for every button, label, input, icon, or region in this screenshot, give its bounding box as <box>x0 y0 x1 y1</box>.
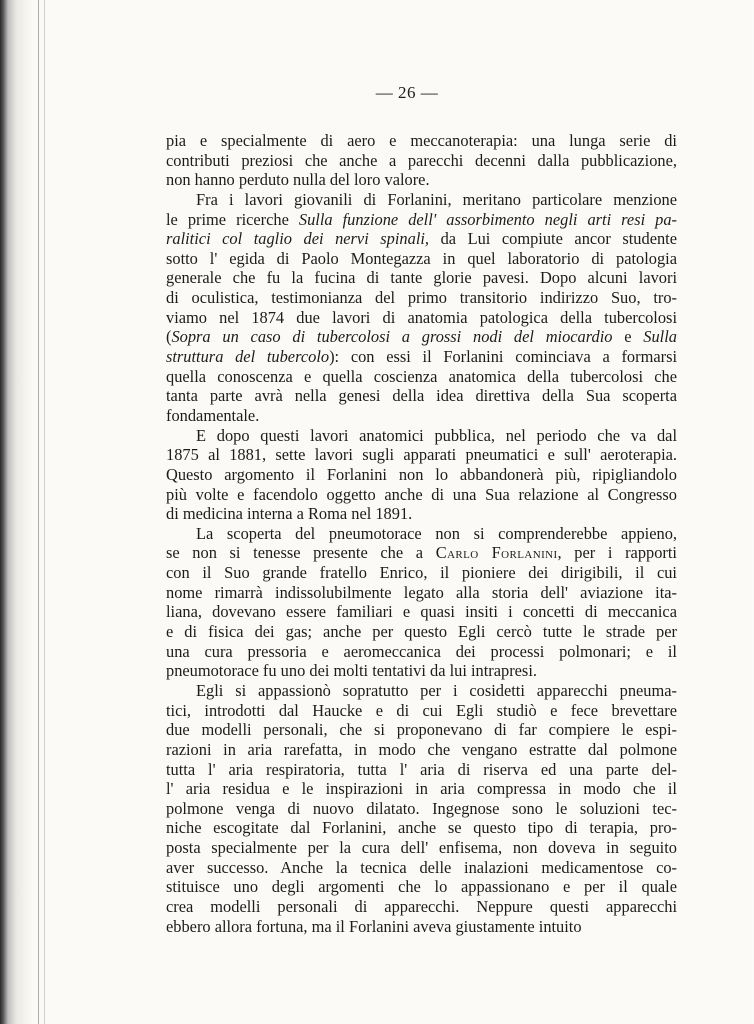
italic-title: Sopra un caso di tubercolosi a grossi nodi del miocardio <box>171 327 613 347</box>
text-line <box>166 445 677 465</box>
text-run: non hanno perduto nulla del loro valore. <box>166 170 430 190</box>
text-line <box>166 131 677 151</box>
text-run: Questo argomento il Forlanini non lo abbandonerà più, ripigliandolo <box>166 464 677 484</box>
text-run: pia e specialmente di aero e meccanoterapia: una lunga serie di <box>166 131 677 150</box>
text-line <box>166 543 677 563</box>
text-run: una cura pressoria e aeromeccanica dei processi polmonari; e il <box>166 641 677 661</box>
text-line <box>166 858 677 878</box>
text-run: , per i rapporti <box>557 543 677 563</box>
text-line <box>166 799 677 819</box>
text-run: contributi preziosi che anche a parecchi decenni dalla pubblicazione, <box>166 150 677 170</box>
text-line <box>166 465 677 485</box>
text-line <box>166 485 677 505</box>
text-run: razioni in aria rarefatta, in modo che vengano estratte dal polmone <box>166 739 677 759</box>
text-run: due modelli personali, che si proponevano di far compiere le espi- <box>166 720 677 740</box>
text-run: La scoperta del pneumotorace non si comprenderebbe appieno, <box>196 523 677 543</box>
text-line <box>166 838 677 858</box>
gutter-rule <box>44 0 45 1024</box>
text-line <box>166 622 677 642</box>
text-line <box>166 877 677 897</box>
text-line <box>166 426 677 446</box>
text-run: crea modelli personali di apparecchi. Neppure questi apparecchi <box>166 896 677 916</box>
binding-gutter <box>0 0 34 1024</box>
text-line <box>166 818 677 838</box>
text-run: stituisce uno degli argomenti che lo appassionano e per il quale <box>166 877 677 897</box>
text-line <box>166 917 677 937</box>
text-run: tici, introdotti dal Haucke e di cui Egli studiò e fece brevettare <box>166 700 677 720</box>
text-line <box>166 602 677 622</box>
text-run: fondamentale. <box>166 405 260 425</box>
text-line <box>166 347 677 367</box>
text-run: tanta parte avrà nella genesi della idea direttiva della Sua scoperta <box>166 386 677 406</box>
text-line <box>166 229 677 249</box>
text-line <box>166 190 677 210</box>
text-run: quella conoscenza e quella coscienza anatomica della tubercolosi che <box>166 366 677 386</box>
text-run: di oculistica, testimonianza del primo transitorio indirizzo Suo, tro- <box>166 288 677 308</box>
text-line <box>166 563 677 583</box>
text-run: polmone venga di nuovo dilatato. Ingegnose sono le soluzioni tec- <box>166 798 677 818</box>
text-run: sotto l' egida di Paolo Montegazza in quel laboratorio di patologia <box>166 248 677 268</box>
text-line <box>166 779 677 799</box>
text-run: aver successo. Anche la tecnica delle inalazioni medicamentose co- <box>166 857 677 877</box>
text-run: viamo nel 1874 due lavori di anatomia patologica della tubercolosi <box>166 307 677 327</box>
text-run: le prime ricerche <box>166 209 299 229</box>
body-text <box>166 131 677 936</box>
gutter-rule <box>38 0 39 1024</box>
text-run: E dopo questi lavori anatomici pubblica, nel periodo che va dal <box>196 425 677 445</box>
text-run: se non si tenesse presente che a <box>166 543 436 563</box>
italic-title: Sulla funzione dell' assorbimento negli arti resi pa- <box>298 209 677 229</box>
text-line <box>166 760 677 780</box>
text-run: 1875 al 1881, sette lavori sugli apparati pneumatici e sull' aeroterapia. <box>166 445 677 465</box>
text-line <box>166 720 677 740</box>
text-run: l' aria residua e le inspirazioni in aria compressa in modo che il <box>166 779 677 799</box>
italic-title: struttura del tubercolo <box>166 347 330 367</box>
text-line <box>166 504 677 524</box>
text-run: niche escogitate dal Forlanini, anche se questo tipo di terapia, pro- <box>166 818 677 838</box>
text-run: ( <box>166 327 172 347</box>
text-line <box>166 288 677 308</box>
text-line <box>166 268 677 288</box>
text-line <box>166 367 677 387</box>
small-caps-name: Carlo Forlanini <box>435 543 558 563</box>
text-run: da Lui compiute ancor studente <box>429 229 677 249</box>
text-run: liana, dovevano essere familiari e quasi insiti i concetti di meccanica <box>166 602 677 622</box>
text-run: Egli si appassionò sopratutto per i cosidetti apparecchi pneuma- <box>196 680 677 700</box>
text-line <box>166 740 677 760</box>
text-run: più volte e facendolo oggetto anche di una Sua relazione al Congresso <box>166 484 677 504</box>
text-run: posta specialmente per la cura dell' enfisema, non doveva in seguito <box>166 838 677 858</box>
text-run: e di fisica dei gas; anche per questo Egli cercò tutte le strade per <box>166 622 677 642</box>
text-run: generale che fu la fucina di tante glorie pavesi. Dopo alcuni lavori <box>166 268 677 288</box>
text-line <box>166 681 677 701</box>
text-run: tutta l' aria respiratoria, tutta l' aria di riserva ed una parte del- <box>166 759 677 779</box>
text-run: ): con essi il Forlanini cominciava a formarsi <box>329 347 677 367</box>
italic-title: ralitici col taglio dei nervi spinali, <box>166 229 430 249</box>
text-line <box>166 524 677 544</box>
text-run: con il Suo grande fratello Enrico, il pioniere dei dirigibili, il cui <box>166 563 677 583</box>
text-line <box>166 210 677 230</box>
text-line <box>166 701 677 721</box>
text-run: Fra i lavori giovanili di Forlanini, meritano particolare menzione <box>196 189 677 209</box>
text-line <box>166 249 677 269</box>
text-run: pneumotorace fu uno dei molti tentativi da lui intrapresi. <box>166 661 537 681</box>
text-line <box>166 327 677 347</box>
text-line <box>166 308 677 328</box>
text-line <box>166 406 677 426</box>
text-line <box>166 170 677 190</box>
text-line <box>166 642 677 662</box>
text-run: ebbero allora fortuna, ma il Forlanini aveva giustamente intuito <box>166 916 582 936</box>
text-run: nome rimarrà indissolubilmente legato alla storia dell' aviazione ita- <box>166 582 677 602</box>
text-line <box>166 583 677 603</box>
text-line <box>166 897 677 917</box>
page-number: — 26 — <box>375 83 439 102</box>
italic-title: Sulla <box>643 327 677 347</box>
text-line <box>166 151 677 171</box>
text-run: e <box>612 327 644 347</box>
text-line <box>166 386 677 406</box>
text-run: di medicina interna a Roma nel 1891. <box>166 504 413 524</box>
text-line <box>166 661 677 681</box>
